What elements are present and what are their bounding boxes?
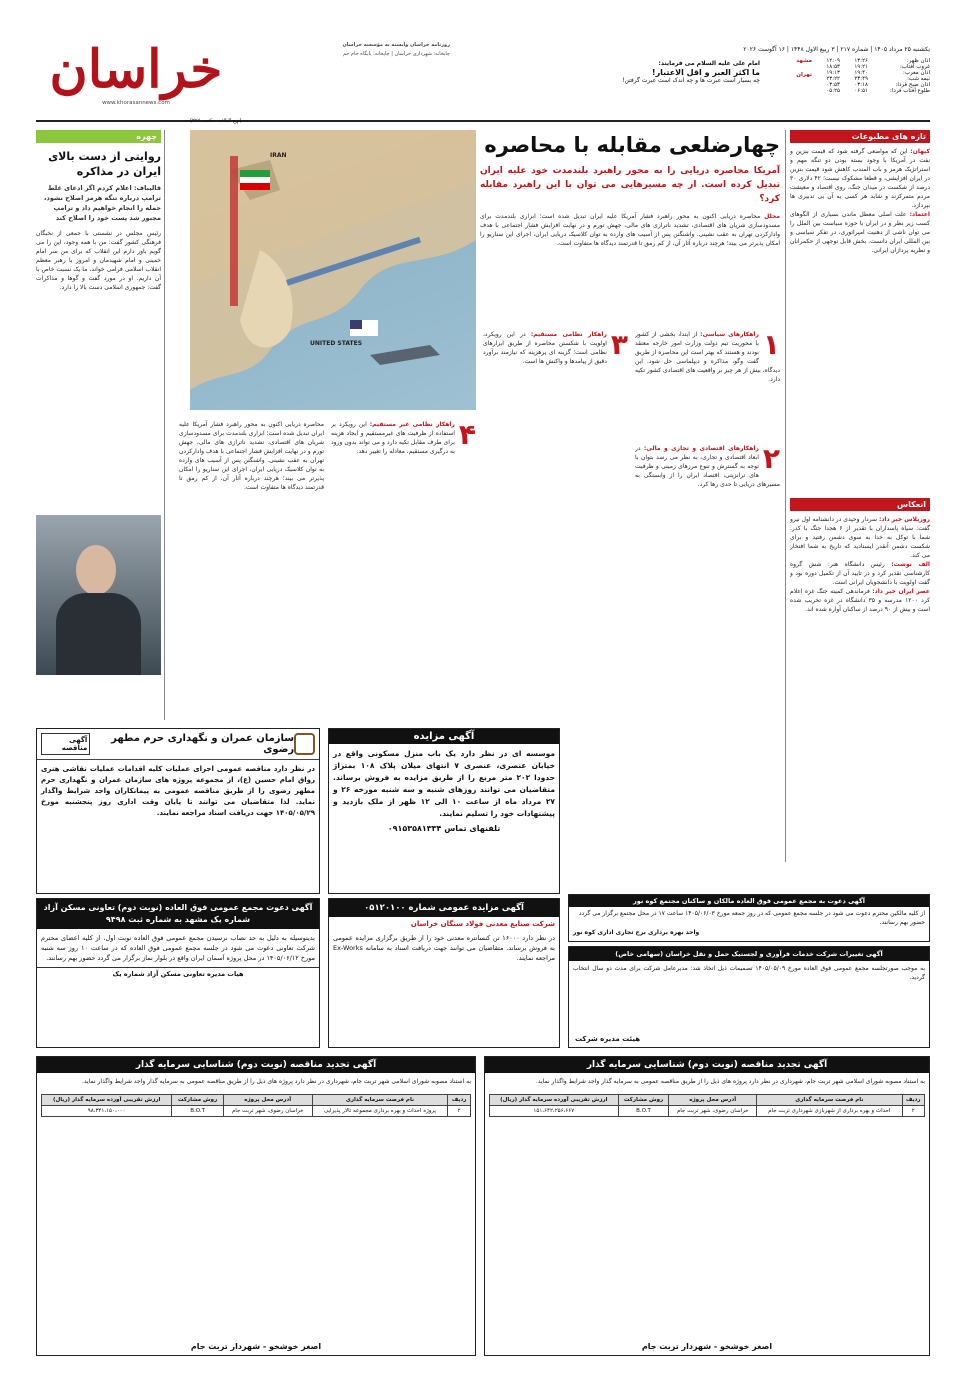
table-cell: ۲	[902, 1106, 924, 1117]
quote-box	[592, 60, 760, 108]
left-headline[interactable]: روایتی از دست بالای ایران در مذاکره	[48, 150, 161, 178]
map-graphic	[190, 130, 476, 410]
lead-label: محلل	[764, 213, 780, 220]
prayer-label: طلوع آفتاب فردا:	[890, 88, 930, 94]
news-source: روزپلاس خبر داد:	[878, 516, 930, 523]
table-header: نام فرصت سرمایه گذاری	[757, 1095, 903, 1106]
table-cell: احداث و بهره برداری از شهربازی شهرداری تربت جام	[757, 1106, 903, 1117]
prayer-mashhad: ۱۹:۴۰	[854, 70, 868, 76]
tender-sign: اصغر خوشخو - شهردار تربت جام	[190, 1342, 322, 1351]
notice-text: به موجب صورتجلسه مجمع عمومی فوق العاده مورخ ۱۴۰۵/۰۵/۰۹ تصمیمات ذیل اتخاذ شد: مدیرعامل شرکت برای مدت دو سال انتخاب گردید.	[573, 965, 925, 981]
table-header: روش مشارکت	[172, 1095, 223, 1106]
table-cell: ۲	[448, 1106, 471, 1117]
tender-text: به استناد مصوبه شورای اسلامی شهر تربت جام، شهرداری در نظر دارد پروژه های ذیل را از طریق مناقصه عمومی به سرمایه گذار واجد شرایط واگذار نماید.	[535, 1078, 925, 1085]
masthead	[0, 0, 966, 125]
table-header: نام فرصت سرمایه گذاری	[312, 1095, 448, 1106]
table-header: روش مشارکت	[618, 1095, 669, 1106]
publisher-info	[240, 42, 450, 98]
map-svg	[190, 130, 476, 410]
table-header: آدرس محل پروژه	[223, 1095, 312, 1106]
main-story	[168, 118, 780, 720]
point-title: راهکار نظامی غیر مستقیم:	[369, 421, 455, 428]
point-title: راهکارهای سیاسی:	[700, 331, 759, 338]
prayer-mashhad: ۲۳:۴۹	[854, 76, 868, 82]
tender-org-logo	[294, 733, 315, 755]
auction-text: موسسه ای در نظر دارد یک باب منزل مسکونی واقع در خیابان عنصری، عنصری ۷ انتهای میلان پلاک ۱۰۸ بمتراژ حدودا ۲۰۲ متر مربع را از طریق مزایده به فروش برساند. متقاضیان می توانند روزهای شنبه و سه شنبه مورخه ۲۶ و ۲۷ مرداد ماه از ساعت ۱۰ الی ۱۲ ظهر از ملک بازدید و پیشنهادات خود را تسلیم نمایند.	[333, 749, 556, 818]
tender-ad-1[interactable]	[36, 728, 320, 894]
tender-ad-2[interactable]	[484, 1056, 930, 1356]
meeting-ad-1[interactable]	[36, 898, 320, 1048]
auction-ad-2[interactable]	[328, 898, 560, 1048]
table-cell: پروژه احداث و بهره برداری مجموعه تالار پذیرایی	[312, 1106, 448, 1117]
portrait-photo	[36, 515, 161, 675]
left-body: رئیس مجلس در نشستی با جمعی از نخبگان فرهنگی کشور گفت: من با همه وجود، این را می گویم باور دارم این انقلاب که برای من سر امام خمینی و امام شهیدمان و امروز با رهبر معظم انقلاب اسلامی فرامی خواند، ما یک نسبت خاص با آن داریم. او در مورد گفت و گوها و مذاکرات گفت: جمهوری اسلامی دست بالا را دارد.	[36, 230, 161, 291]
map-label-iran: IRAN	[270, 152, 287, 159]
quote-source: (نهج البلاغه، حکمت ۲۹۷)	[190, 118, 242, 124]
prayer-tehran: ۱۸:۵۳	[826, 64, 840, 70]
table-cell: خراسان رضوی، شهر تربت جام	[223, 1106, 312, 1117]
point-text: محاصره دریایی اکنون به محور راهبرد فشار آمریکا علیه ایران تبدیل شده است؛ ابزاری بلندمدت برای مسدودسازی شریان های اقتصادی، تشدید ناترازی های مالی، جهش تورم و در نهایت افزایش فشار اجتماعی با هدف وادارکردن تهران به عقب نشینی. واشنگتن پس از آسیب های وارده به توان کلاسیک دریایی ایران، اجرای این سناریو را امکان پذیرتر می بیند؛ هرچند درباره آثار آن، از کم رمق تا قدرتمند دیدگاه ها متفاوت است.	[179, 421, 324, 491]
table-header: ردیف	[902, 1095, 924, 1106]
news-source: عصر ایران خبر داد:	[872, 588, 930, 595]
point-continuation	[179, 420, 324, 710]
map-label-us: UNITED STATES	[310, 340, 363, 347]
section-title-reflection: انعکاس	[790, 498, 930, 511]
prayer-tehran: ۰۳:۵۳	[826, 82, 840, 88]
auction-ad-1[interactable]	[328, 728, 560, 894]
table-header: ردیف	[448, 1095, 471, 1106]
meeting-sign: هیات مدیره تعاونی مسکن آزاد شماره یک	[37, 967, 319, 980]
table-row	[490, 1106, 925, 1117]
prayer-label: غروب آفتاب:	[899, 64, 930, 70]
quote-title: امام علی علیه السلام می فرمایند:	[658, 60, 760, 67]
prayer-tehran: ۲۳:۲۲	[826, 76, 840, 82]
prayer-tehran: ۱۹:۱۳	[826, 70, 840, 76]
prayer-label: اذان مغرب:	[903, 70, 930, 76]
point-text: از ابتدا، بخشی از کشور با محوریت تیم دولت وزارت امور خارجه معتقد بودند و هستند که بهتر است این محاصره از طریق گفت وگو، مذاکره و دیپلماسی حل شود. این دیدگاه، بیش از هر چیز بر واقعیت های اقتصادی کشور تکیه دارد.	[635, 331, 780, 383]
table-row	[42, 1106, 471, 1117]
city-mashhad: مشهد	[796, 58, 812, 64]
table-header: آدرس محل پروژه	[669, 1095, 757, 1106]
news-text: سردار وحیدی در دانشنامه اول نیرو گفت: سپاه پاسداران با تقدیر از ۶ هجدا جنگ با کدر. شما با توکل به خدا به سوی دشمن رفتید و برای شکست دشمن آنقدر ایستادید که تاریخ به شما افتخار می کند.	[790, 516, 930, 559]
tender-ad-3[interactable]	[36, 1056, 476, 1356]
logo-website: www.khorasannews.com	[102, 100, 170, 106]
left-summary: قالیباف: اعلام کردم اگر ادعای غلط ترامپ درباره تنگه هرمز اصلاح نشود، حمله را انجام خواهیم داد و ترامپ مجبور شد پست خود را اصلاح کند	[44, 184, 161, 222]
notice-ad-3[interactable]	[568, 946, 930, 1048]
city-tehran: تهران	[796, 72, 812, 78]
quote-translation: چه بسیار است عبرت ها و چه اندک است عبرت گرفتن!	[622, 77, 760, 84]
tender-table	[41, 1094, 471, 1117]
meeting-title: آگهی دعوت به مجمع عمومی فوق العاده مالکان و ساکنان مجتمع کوه نور	[569, 895, 929, 907]
newspaper-logo[interactable]	[40, 40, 232, 108]
point-1: ۱ راهکارهای سیاسی: از ابتدا، بخشی از کشور با محوریت تیم دولت وزارت امور خارجه معتقد بودند و هستند که بهتر است این محاصره از طریق گفت وگو، مذاکره و دیپلماسی حل شود. این دیدگاه، بیش از هر چیز بر واقعیت های اقتصادی کشور تکیه دارد. ۲ راهکارهای اقتصادی و تجاری و مالی: در ابعاد اقتصادی و تجاری، به نظر می رسد بتوان با توجه به گسترش و تنوع مرزهای زمینی و ظرفیت های ترانزیتی، اقتصاد ایران را از وابستگی به مسیرهای دریایی تا حدی رها کرد.	[635, 330, 780, 488]
notice-sign: هیئت مدیره شرکت	[575, 1035, 641, 1043]
point-text: این رویکرد بر استفاده از ظرفیت های غیرمستقیم و ایجاد هزینه برای طرف مقابل تکیه دارد و می تواند بدون ورود به درگیری مستقیم، معادله را تغییر دهد.	[331, 421, 455, 455]
prayer-mashhad: ۰۳:۱۸	[854, 82, 868, 88]
table-cell: خراسان رضوی، شهر تربت جام	[669, 1106, 757, 1117]
point-text: در ابعاد اقتصادی و تجاری، به نظر می رسد بتوان با توجه به گسترش و تنوع مرزهای زمینی و ظرفیت های ترانزیتی، اقتصاد ایران را از وابستگی به مسیرهای دریایی تا حدی رها کرد.	[635, 445, 780, 488]
table-header: ارزش تقریبی آورده سرمایه گذار (ریال)	[42, 1095, 172, 1106]
meeting-ad-2[interactable]	[568, 894, 930, 942]
main-lead	[480, 212, 780, 304]
meeting-title: آگهی دعوت مجمع عمومی فوق العاده (نوبت دوم) تعاونی مسکن آزاد شماره یک مشهد به شماره ثبت ۹۴۹۸	[37, 899, 319, 929]
tender-title: آگهی تجدید مناقصه (نوبت دوم) شناسایی سرمایه گذار	[485, 1057, 929, 1073]
tender-sign: اصغر خوشخو - شهردار تربت جام	[641, 1342, 773, 1351]
main-subhead: آمریکا محاصره دریایی را به محور راهبرد بلندمدت خود علیه ایران تبدیل کرده است. از چه مسیرهایی می توان با این راهبرد مقابله کرد؟	[480, 166, 780, 204]
prayer-mashhad: ۰۶:۵۱	[854, 88, 868, 94]
auction-title: آگهی مزایده عمومی شماره ۰۵۱۲۰۱۰۰	[329, 899, 559, 917]
meeting-text: بدینوسیله به دلیل به حد نصاب نرسیدن مجمع عمومی فوق العاده نوبت اول، از کلیه اعضای محترم شرکت تعاونی دعوت می شود در جلسه مجمع عمومی فوق العاده که در ساعت ۱۰ روز سه شنبه مورخ ۱۴۰۵/۰۶/۱۲ در محل پروژه آسمان ایران واقع در بلوار نماز برگزار می گردد حضور بهم رسانند.	[41, 934, 315, 962]
news-source: اعتماد:	[909, 211, 930, 218]
news-source: کیهان:	[910, 148, 930, 155]
news-source: الف نوشت:	[891, 561, 930, 568]
prayer-label: اذان صبح فردا:	[895, 82, 930, 88]
reflection-news	[790, 515, 930, 860]
prayer-times	[776, 58, 930, 118]
main-headline[interactable]: چهارضلعی مقابله با محاصره	[484, 133, 780, 157]
point-text: در این رویکرد، اولویت با شکستن محاصره از طریق ابزارهای نظامی است؛ گزینه ای پرهزینه که نیازمند برآورد دقیق از پیامدها و واکنش ها است.	[483, 331, 607, 365]
news-text: رئیس دانشگاه هنر: شش گروه کارشناسی تقدیر کرد و در تایید آن از تکمیل دوره بود و گفت اولویت با دانشجویان ایرانی است.	[790, 561, 930, 586]
press-news	[790, 147, 930, 492]
left-divider	[164, 130, 165, 720]
meeting-sign: واحد بهره برداری برج تجاری اداری کوه نور	[573, 929, 700, 936]
prayer-tehran: ۱۲:۰۹	[826, 58, 840, 64]
notice-title: آگهی تغییرات شرکت خدمات فرآوری و لجستیک حمل و نقل خراسان (سهامی خاص)	[569, 947, 929, 961]
news-text: این که مواضعی گرفته شود که قیمت بنزین و نفت در آمریکا با وجود بسته بودن دو تنگه مهم و استراتژیک هرمز و باب المندب کاهش شود قیمت بنزین در ایران افزایشی، و قطعا مشکوک نیست؛ ۴۲ دلاری ۳۰ درصد از شکست در میدان جنگ، روی اقتصاد و معیشت مردم متمرکزند و شاید هر کسی به آن بی تدبیری ها بپردازد.	[790, 148, 930, 209]
prayer-label: اذان ظهر:	[906, 58, 930, 64]
news-text: علت اصلی معطل ماندن بسیاری از الگوهای کسب زیر نظر و در ایران با حوزه سیاست بین الملل را می توان ناشی از دهنیت امپراتوری، در تفکر سیاسی و بین المللی ایران دانست. بخش قابل توجهی از حکمرانان و نظریه پردازان ایرانی.	[790, 211, 930, 254]
table-cell: ۱۵۱،۶۴۲،۲۵۶،۶۶۷	[490, 1106, 619, 1117]
sidebar-divider	[785, 130, 786, 862]
tender-title: آگهی تجدید مناقصه (نوبت دوم) شناسایی سرمایه گذار	[37, 1057, 475, 1073]
auction-org: شرکت صنایع معدنی فولاد سنگان خراسان	[410, 920, 555, 928]
table-cell: B.O.T	[172, 1106, 223, 1117]
tender-kicker: آگهی مناقصه	[41, 733, 90, 755]
point-title: راهکار نظامی مستقیم:	[530, 331, 607, 338]
left-story	[36, 130, 161, 720]
auction-phone: تلفنهای تماس ۰۹۱۵۳۵۸۱۳۳۴	[387, 824, 501, 833]
auction-text: در نظر دارد ۱۶۰۰۰ تن کنسانتره معدنی خود را از طریق برگزاری مزایده عمومی به فروش برساند. متقاضیان می توانند جهت دریافت اسناد به سامانه Ex-Works مراجعه نمایند.	[333, 934, 555, 962]
point-4: ۴ راهکار نظامی غیر مستقیم: این رویکرد بر استفاده از ظرفیت های غیرمستقیم و ایجاد هزینه برای طرف مقابل تکیه دارد و می تواند بدون ورود به درگیری مستقیم، معادله را تغییر دهد.	[331, 420, 476, 455]
point-3: ۳ راهکار نظامی مستقیم: در این رویکرد، اولویت با شکستن محاصره از طریق ابزارهای نظامی است؛ گزینه ای پرهزینه که نیازمند برآورد دقیق از پیامدها و واکنش ها است.	[483, 330, 628, 365]
header-divider	[36, 120, 930, 122]
meeting-text: از کلیه مالکین محترم دعوت می شود در جلسه مجمع عمومی که در روز جمعه مورخ ۱۴۰۵/۰۶/۰۳ ساعت ۱۷ در محل مجتمع برگزار می گردد حضور بهم رسانند.	[578, 910, 925, 926]
table-header: ارزش تقریبی آورده سرمایه گذار (ریال)	[490, 1095, 619, 1106]
point-title: راهکارهای اقتصادی و تجاری و مالی:	[643, 445, 759, 452]
logo-text: خراسان	[49, 39, 223, 100]
news-text: فرماندهی کمیته جنگ غزه اعلام کرد ۱۲۰۰ مدرسه و ۳۵ دانشگاه در غزه تخریب شده است و بیش از ۹۰ درصد از ساکنان آواره شده اند.	[790, 588, 930, 613]
tender-org: سازمان عمران و نگهداری حرم مطهر رضوی	[111, 733, 295, 755]
right-sidebar	[790, 130, 930, 862]
section-title-press: تازه های مطبوعات	[790, 130, 930, 143]
date-line: یکشنبه ۲۵ مرداد ۱۴۰۵ | شماره ۲۱۷ | ۳ ربیع الاول ۱۴۴۸ | ۱۶ آگوست ۲۰۲۶	[743, 46, 930, 53]
table-cell: B.O.T	[618, 1106, 669, 1117]
table-cell: ۹۸،۳۴۱،۱۵۰،۰۰۰	[42, 1106, 172, 1117]
left-kicker: چهره	[36, 130, 161, 143]
quote-text: ما اکثر العبر و اقل الاعتبار!	[651, 68, 760, 77]
tender-table	[489, 1094, 925, 1117]
auction-title: آگهی مزایده	[329, 729, 559, 744]
tender-text: در نظر دارد مناقصه عمومی اجرای عملیات کلیه اقدامات عملیات نقاشی هنری رواق امام حسین (ع)، از مجموعه پروژه های سازمان عمران و نگهداری حرم مطهر رضوی را از طریق مناقصه عمومی به پیمانکاران واجد شرایط واگذار نماید. لذا متقاضیان می توانند تا پایان وقت اداری روز پنجشنبه مورخ ۱۴۰۵/۰۵/۲۹ جهت دریافت اسناد مراجعه نمایند.	[41, 765, 315, 817]
print-info: چاپخانه: شهرداری خراسان | چاپخانه: پایگاه جام جم	[343, 51, 450, 57]
publisher-name: روزنامه خراسان وابسته به مؤسسه خراسان	[342, 42, 450, 48]
prayer-label: نیمه شب:	[907, 76, 930, 82]
lead-text: محاصره دریایی اکنون به محور راهبرد فشار آمریکا علیه ایران تبدیل شده است؛ ابزاری بلندمدت برای مسدودسازی شریان های اقتصادی، تشدید ناترازی های مالی، جهش تورم و در نهایت افزایش فشار اجتماعی با هدف وادارکردن تهران به عقب نشینی. واشنگتن پس از آسیب های وارده به توان کلاسیک دریایی ایران، اجرای این سناریو را امکان پذیرتر می بیند؛ هرچند درباره آثار آن، از کم رمق تا قدرتمند دیدگاه ها متفاوت است.	[480, 213, 780, 247]
prayer-tehran: ۰۵:۲۵	[826, 88, 840, 94]
prayer-mashhad: ۱۳:۲۶	[854, 58, 868, 64]
tender-text: به استناد مصوبه شورای اسلامی شهر تربت جام، شهرداری در نظر دارد پروژه های ذیل را از طریق مناقصه عمومی به سرمایه گذار واجد شرایط واگذار نماید.	[81, 1078, 471, 1085]
prayer-mashhad: ۱۹:۲۱	[854, 64, 868, 70]
